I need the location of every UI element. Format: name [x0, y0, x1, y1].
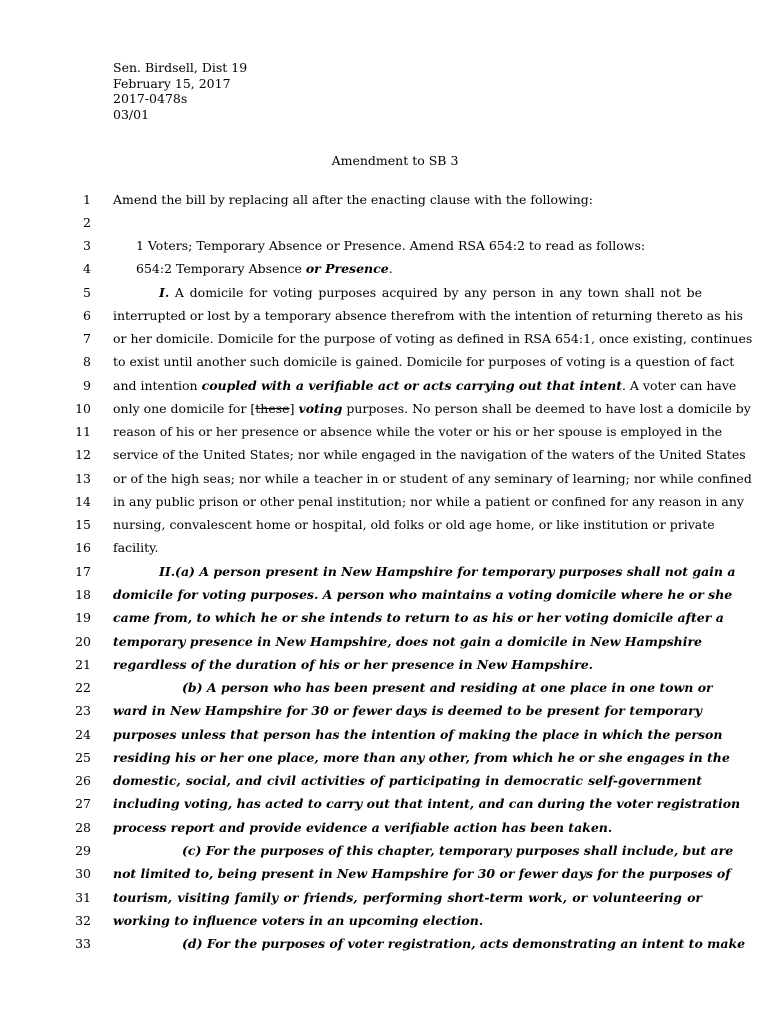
text-run: purposes. No person shall be deemed to have lost a domicile by: [342, 401, 751, 416]
line-18: [0, 585, 770, 605]
line-27: [0, 794, 770, 814]
text-run: ]: [289, 401, 299, 416]
line-13: [0, 469, 770, 489]
text-run: A domicile for voting purposes acquired by any person in any town shall not be: [169, 285, 702, 300]
date-line: February 15, 2017: [113, 75, 231, 91]
line-22: [0, 678, 770, 698]
text-run: . A voter can have: [621, 378, 737, 393]
line-number: 26: [75, 773, 91, 788]
line-32: [0, 911, 770, 931]
inserted-text: voting: [298, 401, 343, 416]
line-number: 22: [75, 680, 91, 695]
line-33: [0, 934, 770, 954]
inserted-text: domestic, social, and civil activities of participating in democratic self-government: [113, 773, 702, 788]
line-9: [0, 376, 770, 396]
inserted-text: including voting, has acted to carry out that intent, and can during the voter registration: [113, 796, 741, 811]
line-text: to exist until another such domicile is gained. Domicile for purposes of voting is a question of fact: [113, 354, 735, 369]
line-28: [0, 818, 770, 838]
line-number: 14: [75, 494, 91, 509]
line-15: [0, 515, 770, 535]
inserted-text: I.: [159, 285, 170, 300]
line-number: 1: [83, 192, 91, 207]
line-2: [0, 213, 770, 233]
line-4: [0, 259, 770, 279]
line-number: 31: [75, 890, 91, 905]
line-10: [0, 399, 770, 419]
line-number: 2: [83, 215, 91, 230]
line-number: 19: [75, 610, 91, 625]
inserted-text: residing his or her one place, more than any other, from which he or she engages in the: [113, 750, 730, 765]
inserted-text: regardless of the duration of his or her presence in New Hampshire.: [113, 657, 594, 672]
text-run: 654:2 Temporary Absence: [136, 261, 306, 276]
code-line: 03/01: [113, 106, 150, 122]
line-number: 30: [75, 866, 91, 881]
line-number: 16: [75, 540, 91, 555]
line-16: [0, 538, 770, 558]
line-text: nursing, convalescent home or hospital, old folks or old age home, or like institution or private: [113, 517, 715, 532]
line-14: [0, 492, 770, 512]
inserted-text: purposes unless that person has the intention of making the place in which the person: [113, 727, 723, 742]
line-number: 32: [75, 913, 91, 928]
line-24: [0, 725, 770, 745]
line-number: 27: [75, 796, 91, 811]
line-number: 4: [83, 261, 91, 276]
line-5: [0, 283, 770, 303]
line-number: 20: [75, 634, 91, 649]
line-text: reason of his or her presence or absence while the voter or his or her spouse is employed in the: [113, 424, 723, 439]
inserted-text: process report and provide evidence a verifiable action has been taken.: [113, 820, 613, 835]
line-number: 5: [83, 285, 91, 300]
inserted-text: ward in New Hampshire for 30 or fewer days is deemed to be present for temporary: [113, 703, 702, 718]
text-run: and intention: [113, 378, 202, 393]
inserted-text: or Presence: [305, 261, 389, 276]
line-6: [0, 306, 770, 326]
line-number: 18: [75, 587, 91, 602]
line-11: [0, 422, 770, 442]
line-25: [0, 748, 770, 768]
line-3: [0, 236, 770, 256]
line-number: 10: [75, 401, 91, 416]
line-text: facility.: [113, 540, 159, 555]
text-run: only one domicile for [: [113, 401, 256, 416]
line-number: 33: [75, 936, 91, 951]
line-text: service of the United States; nor while engaged in the navigation of the waters of the United States: [113, 447, 746, 462]
line-number: 9: [83, 378, 91, 393]
line-20: [0, 632, 770, 652]
line-number: 17: [75, 564, 91, 579]
line-text: 1 Voters; Temporary Absence or Presence. Amend RSA 654:2 to read as follows:: [136, 238, 646, 253]
text-run: .: [388, 261, 393, 276]
line-text: Amend the bill by replacing all after the enacting clause with the following:: [113, 192, 593, 207]
inserted-text: II.(a) A person present in New Hampshire for temporary purposes shall not gain a: [159, 564, 736, 579]
line-number: 15: [75, 517, 91, 532]
inserted-text: domicile for voting purposes. A person who maintains a voting domicile where he or she: [113, 587, 733, 602]
line-26: [0, 771, 770, 791]
line-8: [0, 352, 770, 372]
line-number: 11: [75, 424, 91, 439]
sponsor-line: Sen. Birdsell, Dist 19: [113, 60, 248, 75]
line-text: [159, 283, 702, 303]
line-number: 24: [75, 727, 91, 742]
line-number: 23: [75, 703, 91, 718]
line-text: [113, 399, 751, 419]
deleted-text: these: [255, 401, 290, 416]
line-31: [0, 888, 770, 908]
inserted-text: (d) For the purposes of voter registration, acts demonstrating an intent to make: [182, 936, 746, 951]
document-header: [113, 60, 247, 122]
line-number: 7: [83, 331, 91, 346]
doc-id-line: 2017-0478s: [113, 91, 188, 106]
line-number: 3: [83, 238, 91, 253]
line-1: [0, 190, 770, 210]
line-number: 25: [75, 750, 91, 765]
line-29: [0, 841, 770, 861]
line-text: [136, 259, 393, 279]
line-17: [0, 562, 770, 582]
inserted-text: not limited to, being present in New Hampshire for 30 or fewer days for the purposes of: [113, 866, 731, 881]
line-19: [0, 608, 770, 628]
inserted-text: (c) For the purposes of this chapter, temporary purposes shall include, but are: [182, 843, 734, 858]
line-text: interrupted or lost by a temporary absence therefrom with the intention of returning thereto as his: [113, 308, 744, 323]
line-30: [0, 864, 770, 884]
line-23: [0, 701, 770, 721]
line-number: 6: [83, 308, 91, 323]
line-text: [113, 376, 737, 396]
line-21: [0, 655, 770, 675]
line-number: 12: [75, 447, 91, 462]
line-number: 21: [75, 657, 91, 672]
line-number: 13: [75, 471, 91, 486]
inserted-text: temporary presence in New Hampshire, does not gain a domicile in New Hampshire: [113, 634, 702, 649]
line-number: 29: [75, 843, 91, 858]
inserted-text: (b) A person who has been present and residing at one place in one town or: [182, 680, 713, 695]
line-text: or of the high seas; nor while a teacher in or student of any seminary of learning; nor while confined: [113, 471, 752, 486]
line-12: [0, 445, 770, 465]
inserted-text: coupled with a verifiable act or acts carrying out that intent: [201, 378, 622, 393]
line-number: 8: [83, 354, 91, 369]
line-text: or her domicile. Domicile for the purpose of voting as defined in RSA 654:1, once existing, continues: [113, 331, 753, 346]
line-7: [0, 329, 770, 349]
inserted-text: working to influence voters in an upcoming election.: [113, 913, 484, 928]
inserted-text: came from, to which he or she intends to return to as his or her voting domicile after a: [113, 610, 724, 625]
amendment-title: Amendment to SB 3: [331, 153, 459, 168]
inserted-text: tourism, visiting family or friends, performing short-term work, or volunteering or: [113, 890, 702, 905]
line-number: 28: [75, 820, 91, 835]
line-text: in any public prison or other penal institution; nor while a patient or confined for any reason in any: [113, 494, 744, 509]
